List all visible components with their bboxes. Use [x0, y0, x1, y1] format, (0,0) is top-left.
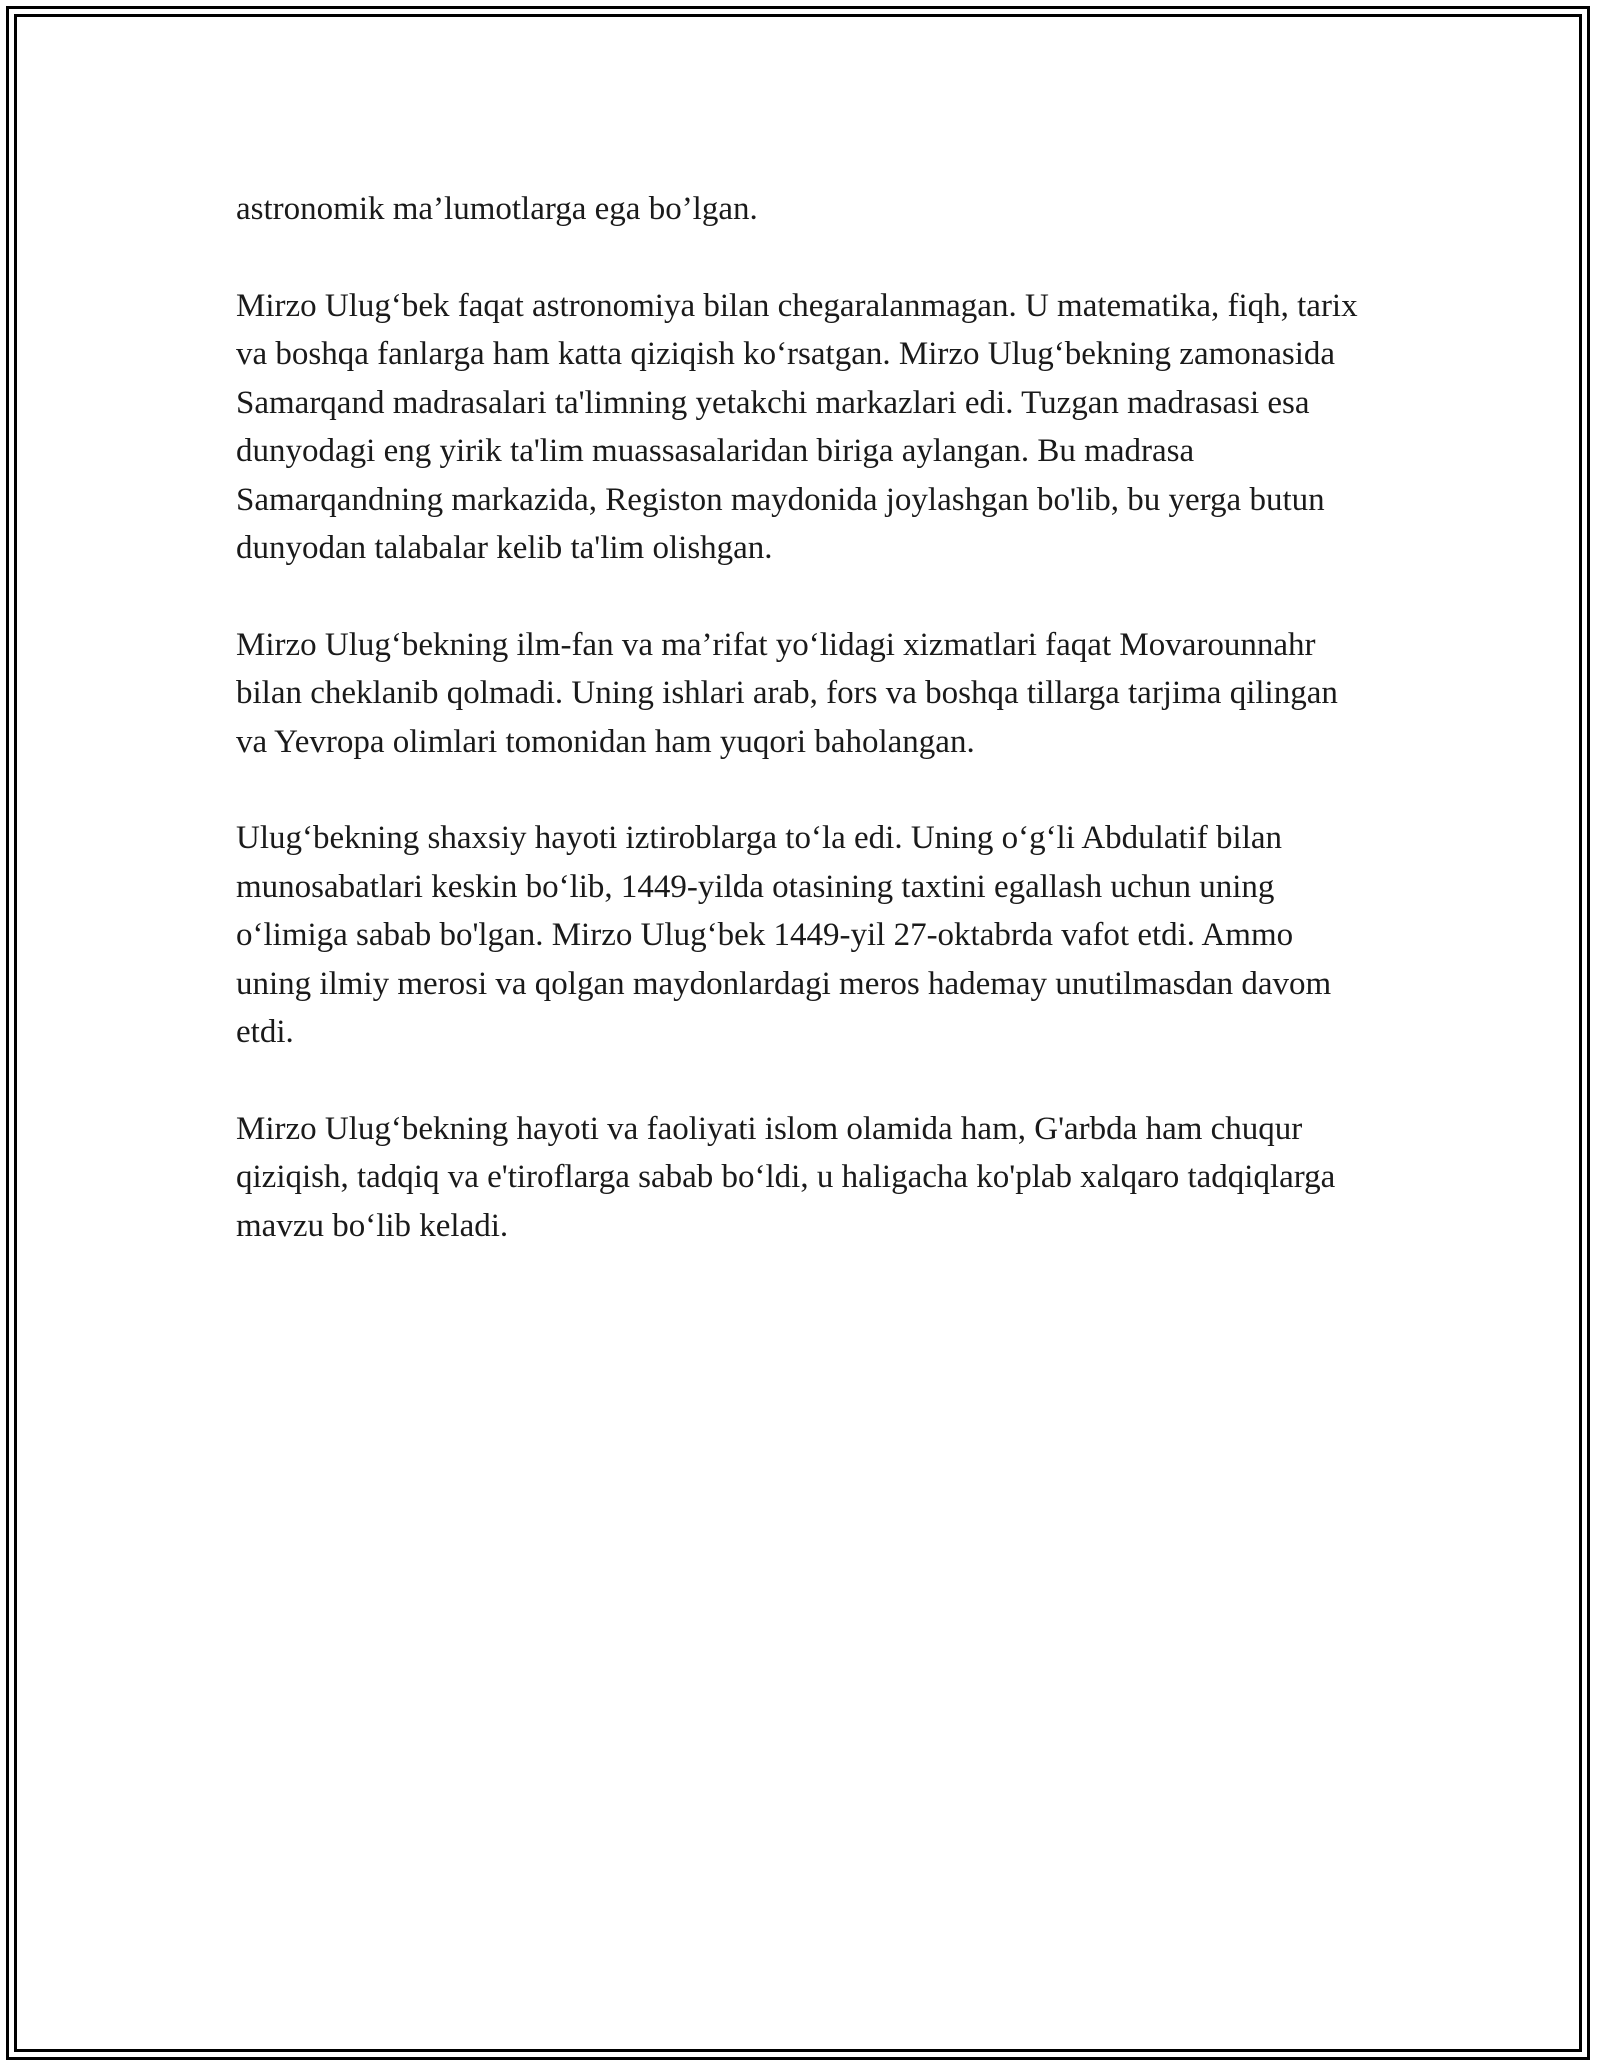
paragraph-influence: Mirzo Ulug‘bekning ilm-fan va ma’rifat yo‘lidagi xizmatlari faqat Movarounnahr bilan cheklanib qolmadi. Uning ishlari arab, fors va boshqa tillarga tarjima qilingan va Yevropa olimlari tomonidan ham yuqori baholangan.	[236, 626, 1338, 760]
document-body	[236, 185, 1366, 1298]
paragraph-personal-life: Ulug‘bekning shaxsiy hayoti iztiroblarga to‘la edi. Uning o‘g‘li Abdulatif bilan munosabatlari keskin bo‘lib, 1449-yilda otasining taxtini egallash uchun uning o‘limiga sabab bo'lgan. Mirzo Ulug‘bek 1449-yil 27-oktabrda vafot etdi. Ammo uning ilmiy merosi va qolgan maydonlardagi meros hademay unutilmasdan davom etdi.	[236, 820, 1332, 1050]
paragraph-legacy: Mirzo Ulug‘bekning hayoti va faoliyati islom olamida ham, G'arbda ham chuqur qiziqish, tadqiq va e'tiroflarga sabab bo‘ldi, u haligacha ko'plab xalqaro tadqiqlarga mavzu bo‘lib keladi.	[236, 1110, 1336, 1244]
paragraph-fields-of-study: Mirzo Ulug‘bek faqat astronomiya bilan chegaralanmagan. U matematika, fiqh, tarix va boshqa fanlarga ham katta qiziqish ko‘rsatgan. Mirzo Ulug‘bekning zamonasida Samarqand madrasalari ta'limning yetakchi markazlari edi. Tuzgan madrasasi esa dunyodagi eng yirik ta'lim muassasalaridan biriga aylangan. Bu madrasa Samarqandning markazida, Registon maydonida joylashgan bo'lib, bu yerga butun dunyodan talabalar kelib ta'lim olishgan.	[236, 287, 1358, 566]
paragraph-continuation: astronomik ma’lumotlarga ega bo’lgan.	[236, 191, 758, 227]
